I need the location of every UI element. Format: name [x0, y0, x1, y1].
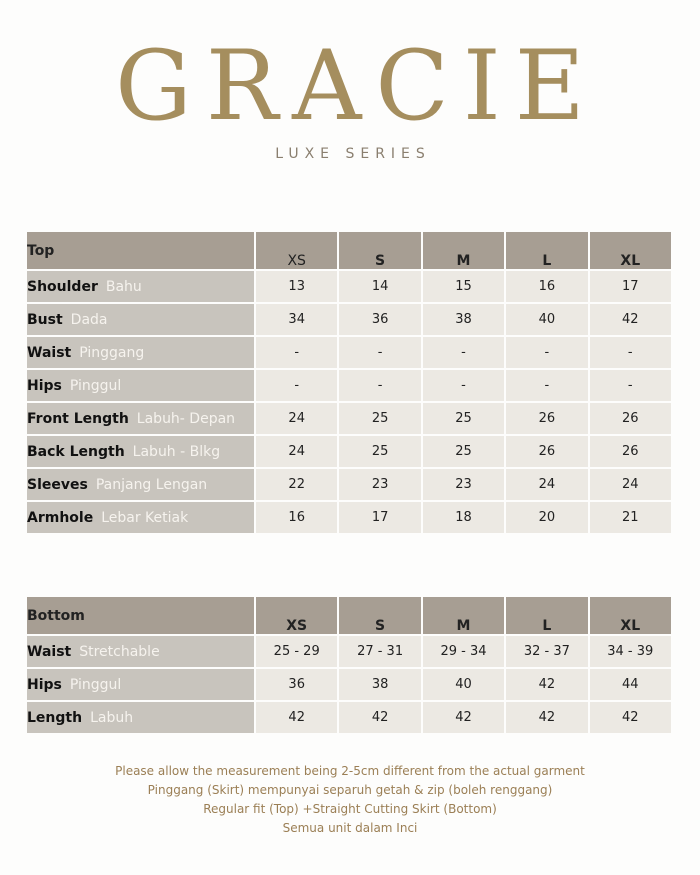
measurement-value: 36	[256, 669, 337, 700]
size-notes	[0, 762, 700, 838]
note-line: Semua unit dalam Inci	[282, 821, 418, 835]
note-line: Please allow the measurement being 2-5cm different from the actual garment	[115, 764, 585, 778]
measurement-label-ms: Labuh	[90, 709, 134, 726]
table-row	[27, 403, 671, 434]
measurement-value: 34 - 39	[590, 636, 671, 667]
measurement-value: 25	[339, 403, 420, 434]
measurement-value: -	[423, 370, 504, 401]
table-row	[27, 271, 671, 302]
measurement-value: 26	[506, 436, 587, 467]
measurement-value: 18	[423, 502, 504, 533]
table-row	[27, 370, 671, 401]
measurement-label-ms: Pinggul	[69, 377, 122, 394]
measurement-label	[27, 304, 254, 335]
measurement-label-en: Shoulder	[27, 278, 98, 295]
measurement-label-en: Sleeves	[27, 476, 88, 493]
measurement-label-ms: Labuh - Blkg	[132, 443, 221, 460]
measurement-label-ms: Lebar Ketiak	[101, 509, 189, 526]
table-header-row	[27, 232, 671, 269]
size-header: XS	[256, 232, 337, 269]
size-header: L	[506, 232, 587, 269]
size-header: S	[339, 232, 420, 269]
table-row	[27, 436, 671, 467]
measurement-label-ms: Dada	[70, 311, 108, 328]
measurement-value: 22	[256, 469, 337, 500]
measurement-value: 42	[590, 702, 671, 733]
measurement-label-ms: Panjang Lengan	[95, 476, 208, 493]
measurement-value: 13	[256, 271, 337, 302]
measurement-label	[27, 271, 254, 302]
table-header-row	[27, 597, 671, 634]
measurement-value: 23	[339, 469, 420, 500]
measurement-value: -	[256, 337, 337, 368]
measurement-label-ms: Pinggul	[69, 676, 122, 693]
table-title: Bottom	[27, 597, 254, 634]
table-title: Top	[27, 232, 254, 269]
measurement-value: 25	[423, 403, 504, 434]
measurement-label	[27, 469, 254, 500]
measurement-label	[27, 436, 254, 467]
measurement-value: 32 - 37	[506, 636, 587, 667]
table-row	[27, 702, 671, 733]
measurement-label	[27, 337, 254, 368]
measurement-label-en: Hips	[27, 676, 62, 693]
size-header: XL	[590, 232, 671, 269]
measurement-value: 24	[590, 469, 671, 500]
measurement-value: 34	[256, 304, 337, 335]
measurement-value: 42	[590, 304, 671, 335]
measurement-value: -	[339, 337, 420, 368]
measurement-value: -	[590, 337, 671, 368]
measurement-value: 42	[506, 669, 587, 700]
measurement-label	[27, 702, 254, 733]
measurement-value: 15	[423, 271, 504, 302]
measurement-value: 24	[256, 436, 337, 467]
measurement-value: 42	[506, 702, 587, 733]
size-header: XS	[256, 597, 337, 634]
measurement-value: 42	[339, 702, 420, 733]
brand-logo: GRACIE	[115, 30, 599, 142]
measurement-label-en: Hips	[27, 377, 62, 394]
measurement-label-en: Back Length	[27, 443, 125, 460]
measurement-value: 16	[256, 502, 337, 533]
measurement-label	[27, 636, 254, 667]
table-row	[27, 304, 671, 335]
measurement-value: 40	[506, 304, 587, 335]
measurement-value: 36	[339, 304, 420, 335]
measurement-label-en: Bust	[27, 311, 63, 328]
measurement-value: 40	[423, 669, 504, 700]
measurement-value: 26	[590, 403, 671, 434]
measurement-value: 26	[590, 436, 671, 467]
top-size-table	[25, 230, 673, 535]
measurement-value: 38	[339, 669, 420, 700]
measurement-label	[27, 370, 254, 401]
table-row	[27, 669, 671, 700]
table-row	[27, 469, 671, 500]
measurement-value: -	[506, 337, 587, 368]
measurement-value: 14	[339, 271, 420, 302]
size-header: L	[506, 597, 587, 634]
measurement-label	[27, 669, 254, 700]
measurement-label	[27, 403, 254, 434]
measurement-value: 16	[506, 271, 587, 302]
measurement-label-ms: Stretchable	[79, 643, 160, 660]
size-header: S	[339, 597, 420, 634]
measurement-label-en: Waist	[27, 344, 72, 361]
measurement-label-en: Length	[27, 709, 83, 726]
measurement-value: 42	[423, 702, 504, 733]
measurement-value: 26	[506, 403, 587, 434]
measurement-value: -	[339, 370, 420, 401]
measurement-value: 20	[506, 502, 587, 533]
measurement-value: -	[590, 370, 671, 401]
table-row	[27, 337, 671, 368]
measurement-label-en: Waist	[27, 643, 72, 660]
measurement-value: 25	[339, 436, 420, 467]
measurement-value: 27 - 31	[339, 636, 420, 667]
measurement-value: 25	[423, 436, 504, 467]
measurement-label-ms: Pinggang	[79, 344, 145, 361]
measurement-value: 24	[256, 403, 337, 434]
measurement-label-en: Front Length	[27, 410, 129, 427]
note-line: Pinggang (Skirt) mempunyai separuh getah & zip (boleh renggang)	[147, 783, 553, 797]
series-subtitle: LUXE SERIES	[275, 146, 431, 162]
measurement-value: 44	[590, 669, 671, 700]
measurement-label-en: Armhole	[27, 509, 94, 526]
measurement-value: 29 - 34	[423, 636, 504, 667]
measurement-value: 21	[590, 502, 671, 533]
measurement-value: -	[423, 337, 504, 368]
size-header: XL	[590, 597, 671, 634]
table-row	[27, 636, 671, 667]
measurement-value: 25 - 29	[256, 636, 337, 667]
note-line: Regular fit (Top) +Straight Cutting Skirt (Bottom)	[203, 802, 497, 816]
measurement-value: 42	[256, 702, 337, 733]
measurement-value: -	[256, 370, 337, 401]
bottom-size-table	[25, 595, 673, 735]
measurement-value: 38	[423, 304, 504, 335]
measurement-label	[27, 502, 254, 533]
measurement-value: 23	[423, 469, 504, 500]
measurement-value: 17	[339, 502, 420, 533]
table-row	[27, 502, 671, 533]
size-header: M	[423, 597, 504, 634]
size-header: M	[423, 232, 504, 269]
measurement-value: 17	[590, 271, 671, 302]
measurement-label-ms: Bahu	[105, 278, 142, 295]
measurement-label-ms: Labuh- Depan	[136, 410, 236, 427]
measurement-value: 24	[506, 469, 587, 500]
measurement-value: -	[506, 370, 587, 401]
